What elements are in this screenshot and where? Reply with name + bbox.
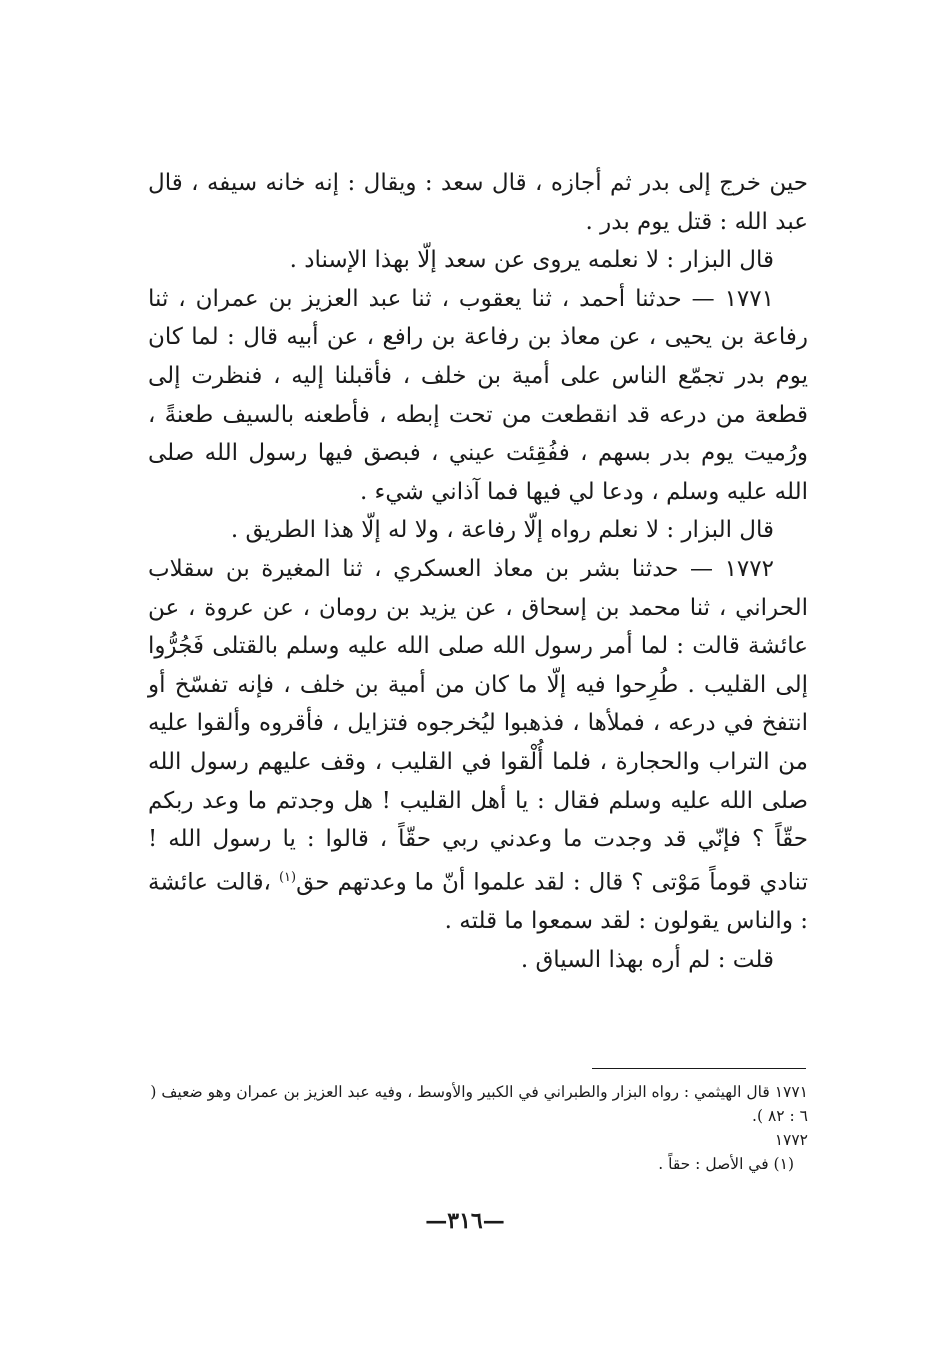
- paragraph-4: قال البزار : لا نعلم رواه إلّا رفاعة ، ولا له إلّا هذا الطريق .: [230, 517, 774, 544]
- footnote-note-1: (١) في الأصل : حقاً .: [658, 1155, 794, 1173]
- hadith-1771: ١٧٧١ — حدثنا أحمد ، ثنا يعقوب ، ثنا عبد العزيز بن عمران ، ثنا رفاعة بن يحيى ، عن معاذ بن رفاعة بن رافع ، عن أبيه قال : لما كان يوم بدر تجمّع الناس على أمية بن خلف ، فأقبلنا إليه ، فنظرت إلى قطعة من درعه قد انقطعت من تحت إبطه ، فأطعنه بالسيف طعنةً ، ورُميت يوم بدر بسهم ، ففُقِئت عيني ، فبصق فيها رسول الله صلى الله عليه وسلم ، ودعا لي فيها فما آذاني شيء .: [148, 285, 808, 505]
- footnote-1772: ١٧٧٢: [774, 1131, 808, 1149]
- hadith-1772-tail: ،قالت عائشة : والناس يقولون : لقد سمعوا ما قلته .: [148, 869, 808, 934]
- hadith-1772-text: ١٧٧٢ — حدثنا بشر بن معاذ العسكري ، ثنا المغيرة بن سقلاب الحراني ، ثنا محمد بن إسحاق ، عن يزيد بن رومان ، عن عروة ، عن عائشة قالت : لما أمر رسول الله صلى الله عليه وسلم بالقتلى فَجُرُّوا إلى القليب . طُرِحوا فيه إلّا ما كان من أمية بن خلف ، فإنه تفسّخ أو انتفخ في درعه ، فملأها ، فذهبوا ليُخرجوه فتزايل ، فأقروه وألقوا عليه من التراب والحجارة ، فلما أُلْقوا في القليب ، وقف عليهم رسول الله صلى الله عليه وسلم فقال : يا أهل القليب ! هل وجدتم ما وعد ربكم حقّاً ؟ فإنّي قد وجدت ما وعدني ربي حقّاً ، قالوا : يا رسول الله ! تنادي قوماً مَوْتى ؟ قال : لقد علموا أنّ ما وعدتهم حق: [148, 555, 809, 896]
- paragraph-1: حين خرج إلى بدر ثم أجازه ، قال سعد : ويقال : إنه خانه سيفه ، قال عبد الله : قتل يوم بدر .: [148, 170, 808, 235]
- paragraph-2: قال البزار : لا نعلمه يروى عن سعد إلّا بهذا الإسناد .: [289, 247, 774, 274]
- footnotes: [148, 1080, 808, 1176]
- page-number: —٣١٦—: [425, 1208, 505, 1234]
- hadith-1772: [148, 550, 808, 941]
- footnote-1771: ١٧٧١ قال الهيثمي : رواه البزار والطبراني في الكبير والأوسط ، وفيه عبد العزيز بن عمران وهو ضعيف ( ٦ : ٨٢ ).: [150, 1083, 808, 1125]
- footnote-divider: [592, 1068, 806, 1069]
- main-text: [148, 164, 808, 979]
- footnote-marker: (١): [278, 869, 297, 885]
- paragraph-6: قلت : لم أره بهذا السياق .: [520, 946, 774, 973]
